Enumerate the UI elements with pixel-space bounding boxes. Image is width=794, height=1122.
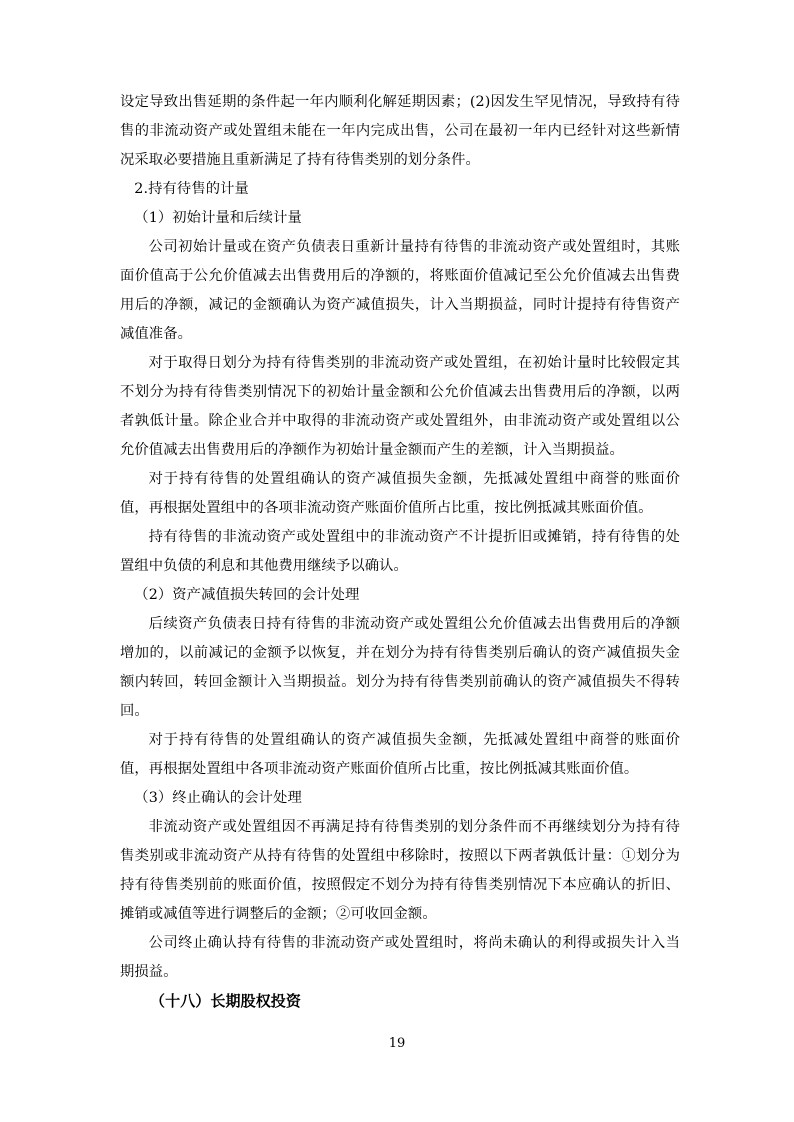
paragraph-initial-measurement-1: 公司初始计量或在资产负债表日重新计量持有待售的非流动资产或处置组时，其账面价值高于公允价值减去出售费用后的净额的，将账面价值减记至公允价值减去出售费用后的净额，减记的金额确认为资产减值损失，计入当期损益，同时计提持有待售资产减值准备。 xyxy=(120,239,680,342)
paragraph-no-depreciation: 持有待售的非流动资产或处置组中的非流动资产不计提折旧或摊销，持有待售的处置组中负债的利息和其他费用继续予以确认。 xyxy=(120,529,680,574)
section-heading-long-term-equity-investment: （十八）长期股权投资 xyxy=(150,992,302,1010)
paragraph-reversal-1: 后续资产负债表日持有待售的非流动资产或处置组公允价值减去出售费用后的净额增加的，以前减记的金额予以恢复，并在划分为持有待售类别后确认的资产减值损失金额内转回，转回金额计入当期损益。划分为持有待售类别前确认的资产减值损失不得转回。 xyxy=(120,616,680,719)
paragraph-reversal-heading: （2）资产减值损失转回的会计处理 xyxy=(134,587,360,603)
paragraph-initial-measurement-heading: （1）初始计量和后续计量 xyxy=(134,210,302,226)
paragraph-continued: 设定导致出售延期的条件起一年内顺利化解延期因素；(2)因发生罕见情况，导致持有待售的非流动资产或处置组未能在一年内完成出售，公司在最初一年内已经针对这些新情况采取必要措施且重新满足了持有待售类别的划分条件。 xyxy=(120,94,680,168)
paragraph-derecognition-1: 非流动资产或处置组因不再满足持有待售类别的划分条件而不再继续划分为持有待售类别或非流动资产从持有待售的处置组中移除时，按照以下两者孰低计量：①划分为持有待售类别前的账面价值，按照假定不划分为持有待售类别情况下本应确认的折旧、摊销或减值等进行调整后的金额；②可收回金额。 xyxy=(120,819,680,922)
paragraph-impairment-allocation: 对于持有待售的处置组确认的资产减值损失金额，先抵减处置组中商誉的账面价值，再根据处置组中的各项非流动资产账面价值所占比重，按比例抵减其账面价值。 xyxy=(120,471,680,516)
document-body xyxy=(120,88,680,1016)
paragraph-derecognition-heading: （3）终止确认的会计处理 xyxy=(134,790,302,806)
paragraph-reversal-2: 对于持有待售的处置组确认的资产减值损失金额，先抵减处置组中商誉的账面价值，再根据处置组中各项非流动资产账面价值所占比重，按比例抵减其账面价值。 xyxy=(120,732,680,777)
paragraph-initial-measurement-2: 对于取得日划分为持有待售类别的非流动资产或处置组，在初始计量时比较假定其不划分为持有待售类别情况下的初始计量金额和公允价值减去出售费用后的净额，以两者孰低计量。除企业合并中取得的非流动资产或处置组外，由非流动资产或处置组以公允价值减去出售费用后的净额作为初始计量金额而产生的差额，计入当期损益。 xyxy=(120,355,680,458)
page-number: 19 xyxy=(388,1036,406,1051)
paragraph-measurement-heading: 2.持有待售的计量 xyxy=(134,181,249,197)
paragraph-derecognition-2: 公司终止确认持有待售的非流动资产或处置组时，将尚未确认的利得或损失计入当期损益。 xyxy=(120,935,680,980)
